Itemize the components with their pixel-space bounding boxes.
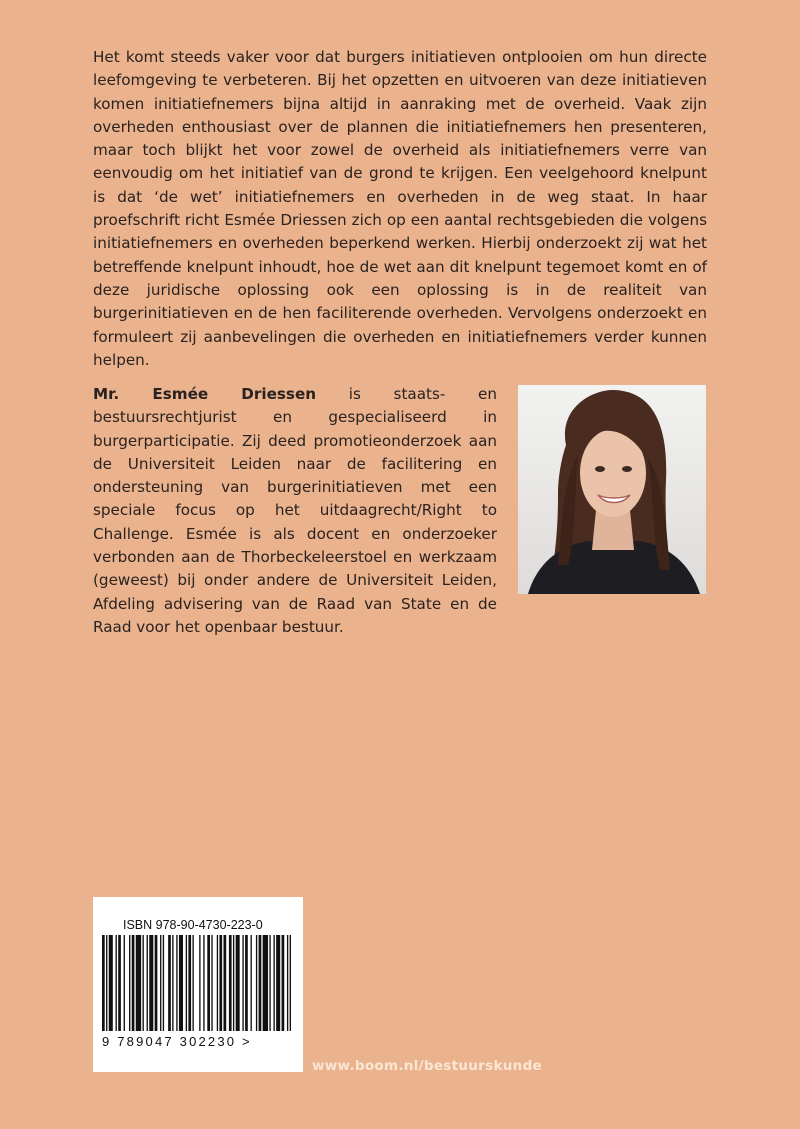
barcode-bars bbox=[102, 935, 292, 1035]
author-bio bbox=[93, 383, 497, 639]
author-photo bbox=[518, 385, 706, 594]
publisher-url[interactable]: www.boom.nl/bestuurskunde bbox=[312, 1058, 542, 1074]
author-bio-text: is staats- en bestuursrechtjurist en gespecialiseerd in burgerparticipatie. Zij deed promotieonderzoek aan de Universiteit Leiden naar de facilitering en ondersteuning van burgerinitiatieven met een speciale focus op het uitdaagrecht/Right to Challenge. Esmée is als docent en onderzoeker verbonden aan de Thorbeckeleerstoel en werkzaam (geweest) bij onder andere de Universiteit Leiden, Afdeling advisering van de Raad van State en de Raad voor het openbaar bestuur. bbox=[93, 385, 498, 636]
isbn-barcode bbox=[93, 897, 303, 1072]
isbn-label: ISBN 978-90-4730-223-0 bbox=[123, 918, 263, 932]
author-name: Mr. Esmée Driessen bbox=[93, 385, 317, 403]
barcode-digits: 9 789047 302230 > bbox=[102, 1034, 252, 1049]
back-cover-blurb: Het komt steeds vaker voor dat burgers initiatieven ontplooien om hun directe leefomgeving te verbeteren. Bij het opzetten en uitvoeren van deze initiatieven komen initiatiefnemers bijna altijd in aanraking met de overheid. Vaak zijn overheden enthousiast over de plannen die initiatiefnemers hen presenteren, maar toch blijkt het voor zowel de overheid als initiatiefnemers verre van eenvoudig om het initiatief van de grond te krijgen. Een veelgehoord knelpunt is dat ‘de wet’ initiatiefnemers en overheden in de weg staat. In haar proefschrift richt Esmée Driessen zich op een aantal rechtsgebieden die volgens initiatiefnemers en overheden beperkend werken. Hierbij onderzoekt zij wat het betreffende knelpunt inhoudt, hoe de wet aan dit knelpunt tegemoet komt en of deze juridische oplossing ook een oplossing is in de realiteit van burgerinitiatieven en de hen faciliterende overheden. Vervolgens onderzoekt en formuleert zij aanbevelingen die overheden en initiatiefnemers verder kunnen helpen. bbox=[93, 48, 707, 369]
